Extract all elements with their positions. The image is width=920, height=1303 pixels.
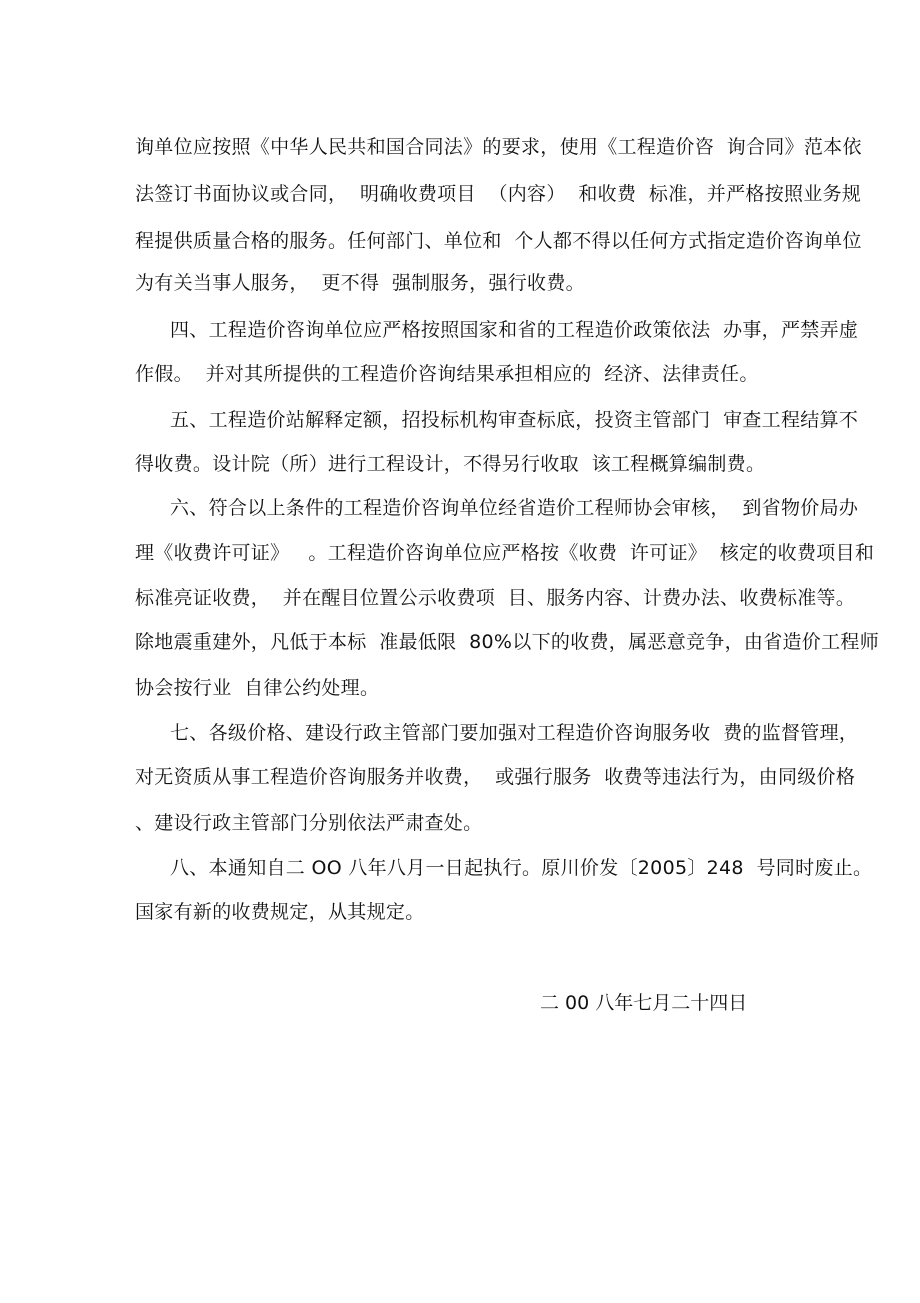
- section-6-line-4: 除地震重建外，凡低于本标 准最低限 80%以下的收费，属恶意竞争，由省造价工程师: [135, 631, 879, 653]
- section-6-line-2: 理《收费许可证》 。工程造价咨询单位应严格按《收费 许可证》 核定的收费项目和: [135, 542, 875, 564]
- body-line-3: 程提供质量合格的服务。任何部门、单位和 个人都不得以任何方式指定造价咨询单位: [135, 230, 862, 252]
- section-6-line-3: 标准亮证收费， 并在醒目位置公示收费项 目、服务内容、计费办法、收费标准等。: [135, 587, 856, 609]
- body-line-4: 为有关当事人服务， 更不得 强制服务，强行收费。: [135, 272, 585, 294]
- section-7-line-1: 七、各级价格、建设行政主管部门要加强对工程造价咨询服务收 费的监督管理，: [170, 722, 859, 744]
- section-5-line-1: 五、工程造价站解释定额，招投标机构审查标底，投资主管部门 审查工程结算不: [170, 409, 859, 431]
- document-date: 二 00 八年七月二十四日: [540, 992, 748, 1014]
- body-line-1: 询单位应按照《中华人民共和国合同法》的要求，使用《工程造价咨 询合同》范本依: [135, 136, 862, 158]
- section-8-line-2: 国家有新的收费规定，从其规定。: [135, 901, 425, 923]
- section-4-line-2: 作假。 并对其所提供的工程造价咨询结果承担相应的 经济、法律责任。: [135, 363, 759, 385]
- section-5-line-2: 得收费。设计院（所）进行工程设计，不得另行收取 该工程概算编制费。: [135, 453, 766, 475]
- section-8-line-1: 八、本通知自二 OO 八年八月一日起执行。原川价发〔2005〕248 号同时废止。: [170, 857, 873, 879]
- section-6-line-1: 六、符合以上条件的工程造价咨询单位经省造价工程师协会审核， 到省物价局办: [170, 497, 859, 519]
- section-7-line-3: 、建设行政主管部门分别依法严肃查处。: [135, 812, 483, 834]
- section-6-line-5: 协会按行业 自律公约处理。: [135, 677, 380, 699]
- section-7-line-2: 对无资质从事工程造价咨询服务并收费， 或强行服务 收费等违法行为，由同级价格: [135, 766, 856, 788]
- body-line-2: 法签订书面协议或合同， 明确收费项目 （内容） 和收费 标准，并严格按照业务规: [135, 183, 862, 205]
- section-4-line-1: 四、工程造价咨询单位应严格按照国家和省的工程造价政策依法 办事，严禁弄虚: [170, 319, 859, 341]
